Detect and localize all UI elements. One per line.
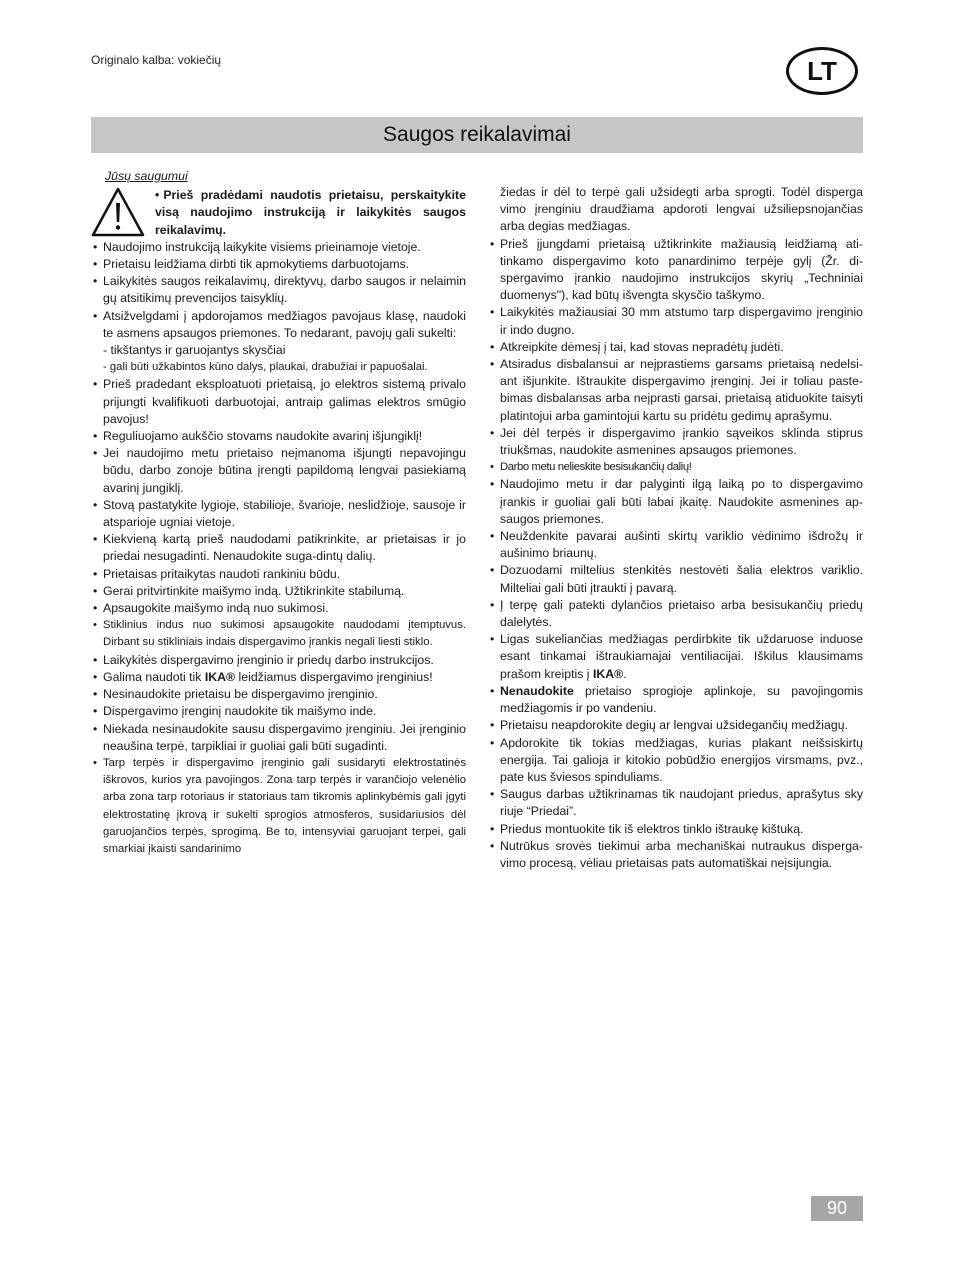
left-column: [91, 168, 466, 858]
original-language-note: Originalo kalba: vokiečių: [91, 53, 222, 67]
list-item: • Apsaugokite maišymo indą nuo sukimosi.: [91, 600, 466, 617]
list-item: • Prietaisas pritaikytas naudoti rankiniu būdu.: [91, 566, 466, 583]
list-item: • Galima naudoti tik IKA® leidžiamus dispergavimo įrenginius!: [91, 669, 466, 686]
continued-paragraph: žiedas ir dėl to terpė gali užsidegti arba sprogti. Todėl disperga vimo įrenginiu draudžiama apdoroti lengvai užsiliepsnojančias arba degias medžiagas.: [500, 185, 863, 234]
list-item: • Ligas sukeliančias medžiagas perdirbkite tik uždaruose induose esant tinkamai ištraukiamajai ventiliacijai. Iškilus klausimams prašom kreiptis į IKA®.: [488, 631, 863, 683]
list-item: • Dispergavimo įrenginį naudokite tik maišymo inde.: [91, 703, 466, 720]
list-item: • Atkreipkite dėmesį į tai, kad stovas nepradėtų judėti.: [488, 339, 863, 356]
list-item: • Prietaisu neapdorokite degių ar lengvai užsidegančių medžiagų.: [488, 717, 863, 734]
list-item: • Laikykitės mažiausiai 30 mm atstumo tarp dispergavimo įrenginio ir indo dugno.: [488, 304, 863, 338]
brand-name: IKA®: [204, 669, 236, 684]
list-subitem: - gali būti užkabintos kūno dalys, plaukai, drabužiai ir papuošalai.: [103, 361, 428, 374]
warning-block: [91, 187, 466, 239]
section-subtitle: Jūsų saugumui: [105, 169, 188, 183]
language-badge: LT: [786, 47, 858, 95]
list-item: • Nutrūkus srovės tiekimui arba mechaniškai nutraukus dispergavimo procesą, vėliau prietaisas pats automatiškai neįsijungia.: [488, 838, 863, 872]
list-item: • Nenaudokite prietaiso sprogioje aplinkoje, su pavojingomis medžiagomis ir po vandeniu.: [488, 683, 863, 717]
list-item: • Jei dėl terpės ir dispergavimo įrankio sąveikos sklinda stiprus triukšmas, naudokite asmenines apsaugos priemones.: [488, 425, 863, 459]
list-item: • Naudojimo metu ir dar palyginti ilgą laiką po to dispergavimo įrankis ir guoliai gali būti labai įkaitę. Naudokite asmenines apsaugos priemones.: [488, 476, 863, 528]
list-item: • Niekada nesinaudokite sausu dispergavimo įrenginiu. Jei įrenginio neaušina terpė, tarpikliai ir guoliai gali būti sugadinti.: [91, 721, 466, 755]
list-item: • Jei naudojimo metu prietaiso neįmanoma išjungti nepavojingu būdu, darbo zonoje būtina įrengti papildomą lengvai pasiekiamą avarinį jungiklį.: [91, 445, 466, 497]
page-number: 90: [811, 1196, 863, 1221]
list-item: • Saugus darbas užtikrinamas tik naudojant priedus, aprašytus sky riuje “Priedai”.: [488, 786, 863, 820]
list-item: • Kiekvieną kartą prieš naudodami patikrinkite, ar prietaisas ir jo priedai nesugadinti. Nenaudokite suga-dintų dalių.: [91, 531, 466, 565]
list-item: • Gerai pritvirtinkite maišymo indą. Užtikrinkite stabilumą.: [91, 583, 466, 600]
right-column: [488, 184, 863, 872]
list-item: • Reguliuojamo aukščio stovams naudokite avarinį išjungiklį!: [91, 428, 466, 445]
brand-name: IKA®: [592, 666, 624, 681]
list-item: • Tarp terpės ir dispergavimo įrenginio gali susidaryti elektrostatinės iškrovos, kurios yra pavojingos. Zona tarp terpės ir varančiojo velenėlio arba zona tarp rotoriaus ir statoriaus tam tikromis aplinkybėmis gali įgyti elektrostatinę įkrovą ir sukelti sprogios atmosferos, susidariusios dėl garuojančios terpės, sprogimą. Be to, intensyviai garuojant terpei, gali smarkiai įkaisti sandarinimo: [91, 755, 466, 858]
list-subitem: - tikštantys ir garuojantys skysčiai: [103, 343, 286, 358]
list-item: • Neuždenkite pavarai aušinti skirtų variklio vėdinimo išdrožų ir aušinimo briaunų.: [488, 528, 863, 562]
list-item: • Stovą pastatykite lygioje, stabilioje, švarioje, neslidžioje, sausoje ir atsparioje ugniai vietoje.: [91, 497, 466, 531]
right-list: [488, 236, 863, 873]
list-item: • Atsižvelgdami į apdorojamos medžiagos pavojaus klasę, naudoki te asmens apsaugos priemones. To nedarant, pavojų gali sukelti:: [91, 308, 466, 342]
page-title: Saugos reikalavimai: [383, 123, 571, 146]
list-item: • Priedus montuokite tik iš elektros tinklo ištraukę kištuką.: [488, 821, 863, 838]
list-item: • Nesinaudokite prietaisu be dispergavimo įrenginio.: [91, 686, 466, 703]
warning-text: • Prieš pradėdami naudotis prietaisu, perskaitykite visą naudojimo instrukciją ir laikykitės saugos reikalavimų.: [155, 188, 466, 237]
list-item: • Prieš pradedant eksploatuoti prietaisą, jo elektros sistemą privalo prijungti kvalifikuoti darbuotojai, antraip galimas elektros smūgio pavojus!: [91, 376, 466, 428]
list-item: • Prietaisu leidžiama dirbti tik apmokytiems darbuotojams.: [91, 256, 466, 273]
title-bar: [91, 117, 863, 153]
list-item: • Laikykitės saugos reikalavimų, direktyvų, darbo saugos ir nelaimin gų atsitikimų prevencijos taisyklių.: [91, 273, 466, 307]
warning-triangle-icon: [91, 187, 145, 237]
list-item: • Į terpę gali patekti dylančios prietaiso arba besisukančių priedų dalelytės.: [488, 597, 863, 631]
list-item: • Dozuodami miltelius stenkitės nestovėti šalia elektros variklio. Milteliai gali būti įtraukti į pavarą.: [488, 562, 863, 596]
left-list: [91, 239, 466, 858]
list-item: • Naudojimo instrukciją laikykite visiems prieinamoje vietoje.: [91, 239, 466, 256]
list-item: • Stiklinius indus nuo sukimosi apsaugokite naudodami įtemptuvus. Dirbant su stikliniais indais dispergavimo įrankis negali liesti stiklo.: [91, 617, 466, 651]
list-item: • Apdorokite tik tokias medžiagas, kurias plakant neišsiskirtų energija. Tai galioja ir kitokio pobūdžio energijos virsmams, pvz., pate kus šviesos spinduliams.: [488, 735, 863, 787]
list-item: • Prieš įjungdami prietaisą užtikrinkite mažiausią leidžiamą atitinkamo dispergavimo koto panardinimo terpėje gylį (Žr. dispergavimo įrankio naudojimo instrukcijos skyrių „Techniniai duomenys"), kad būtų išvengta skysčio taškymo.: [488, 236, 863, 305]
list-item: • Darbo metu nelieskite besisukančių dalių!: [488, 459, 863, 476]
list-item: • Laikykitės dispergavimo įrenginio ir priedų darbo instrukcijos.: [91, 652, 466, 669]
list-item: • Atsiradus disbalansui ar neįprastiems garsams prietaisą nedelsiant išjunkite. Ištraukite dispergavimo įrenginį. Jei ir toliau pastebimas disbalansas arba neįprasti garsai, prietaisą atiduokite taisyti platintojui arba gamintojui kartu su pridėtu gedimų aprašymu.: [488, 356, 863, 425]
